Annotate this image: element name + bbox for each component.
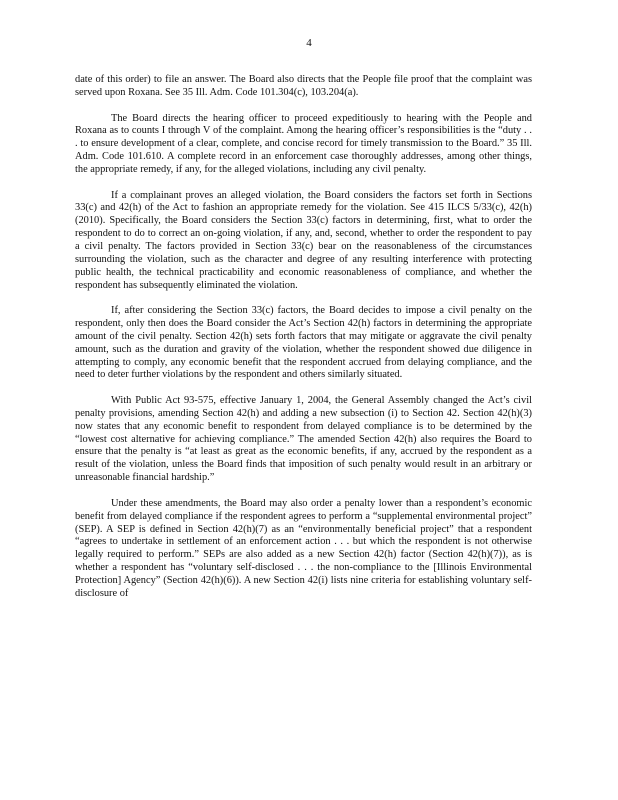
document-body — [75, 74, 532, 613]
paragraph-public-act — [75, 395, 532, 485]
paragraph-text: If a complainant proves an alleged violation, the Board considers the factors set forth in Sections 33(c) and 42(h) of the Act to fashion an appropriate remedy for the violation. See 415 ILCS 5/33(c), 42(h) (2010). Specifically, the Board considers the Section 33(c) factors in determining, first, what to order the respondent to do to correct an on-going violation, if any, and, second, whether to order the respondent to pay a civil penalty. The factors provided in Section 33(c) bear on the reasonableness of the circumstances surrounding the violation, such as the character and degree of any resulting interference with protecting public health, the technical practicability and economic reasonableness of compliance, and whether the respondent has subsequently eliminated the violation. — [75, 189, 532, 291]
page-number: 4 — [306, 37, 312, 49]
paragraph-amendments-sep — [75, 498, 532, 601]
paragraph-hearing-officer — [75, 113, 532, 177]
paragraph-text: With Public Act 93-575, effective January 1, 2004, the General Assembly changed the Act’s civil penalty provisions, amending Section 42(h) and adding a new subsection (i) to Section 42. Section 42(h)(3) now states that any economic benefit to respondent from delayed compliance is to be determined by the “lowest cost alternative for achieving compliance.” The amended Section 42(h) also requires the Board to ensure that the penalty is “at least as great as the economic benefits, if any, accrued by the respondent as a result of the violation, unless the Board finds that imposition of such penalty would result in an arbitrary or unreasonable financial hardship.” — [75, 395, 532, 484]
paragraph-text: The Board directs the hearing officer to proceed expeditiously to hearing with the People and Roxana as to counts I through V of the complaint. Among the hearing officer’s responsibilities is the “duty . . . to ensure development of a clear, complete, and concise record for timely transmission to the Board.” 35 Ill. Adm. Code 101.610. A complete record in an enforcement case thoroughly addresses, among other things, the appropriate remedy, if any, for the alleged violations, including any civil penalty. — [75, 112, 532, 175]
paragraph-civil-penalty — [75, 305, 532, 382]
paragraph-remedy-factors — [75, 190, 532, 293]
paragraph-text: If, after considering the Section 33(c) factors, the Board decides to impose a civil penalty on the respondent, only then does the Board consider the Act’s Section 42(h) factors in determining the appropriate amount of the civil penalty. Section 42(h) sets forth factors that may mitigate or aggravate the civil penalty amount, such as the duration and gravity of the violation, whether the respondent showed due diligence in attempting to comply, any economic benefit that the respondent accrued from delaying compliance, and the need to deter further violations by the respondent and others similarly situated. — [75, 305, 532, 381]
paragraph-text: Under these amendments, the Board may also order a penalty lower than a respondent’s economic benefit from delayed compliance if the respondent agrees to perform a “supplemental environmental project” (SEP). A SEP is defined in Section 42(h)(7) as an “environmentally beneficial project” that a respondent “agrees to undertake in settlement of an enforcement action . . . but which the respondent is not otherwise legally required to perform.” SEPs are also added as a new Section 42(h) factor (Section 42(h)(7)), as is whether a respondent has “voluntary self-disclosed . . . the non-compliance to the [Illinois Environmental Protection] Agency” (Section 42(h)(6)). A new Section 42(i) lists nine criteria for establishing voluntary self-disclosure of — [75, 497, 532, 599]
paragraph-continuation: date of this order) to file an answer. The Board also directs that the People file proof that the complaint was served upon Roxana. See 35 Ill. Adm. Code 101.304(c), 103.204(a). — [75, 74, 532, 98]
